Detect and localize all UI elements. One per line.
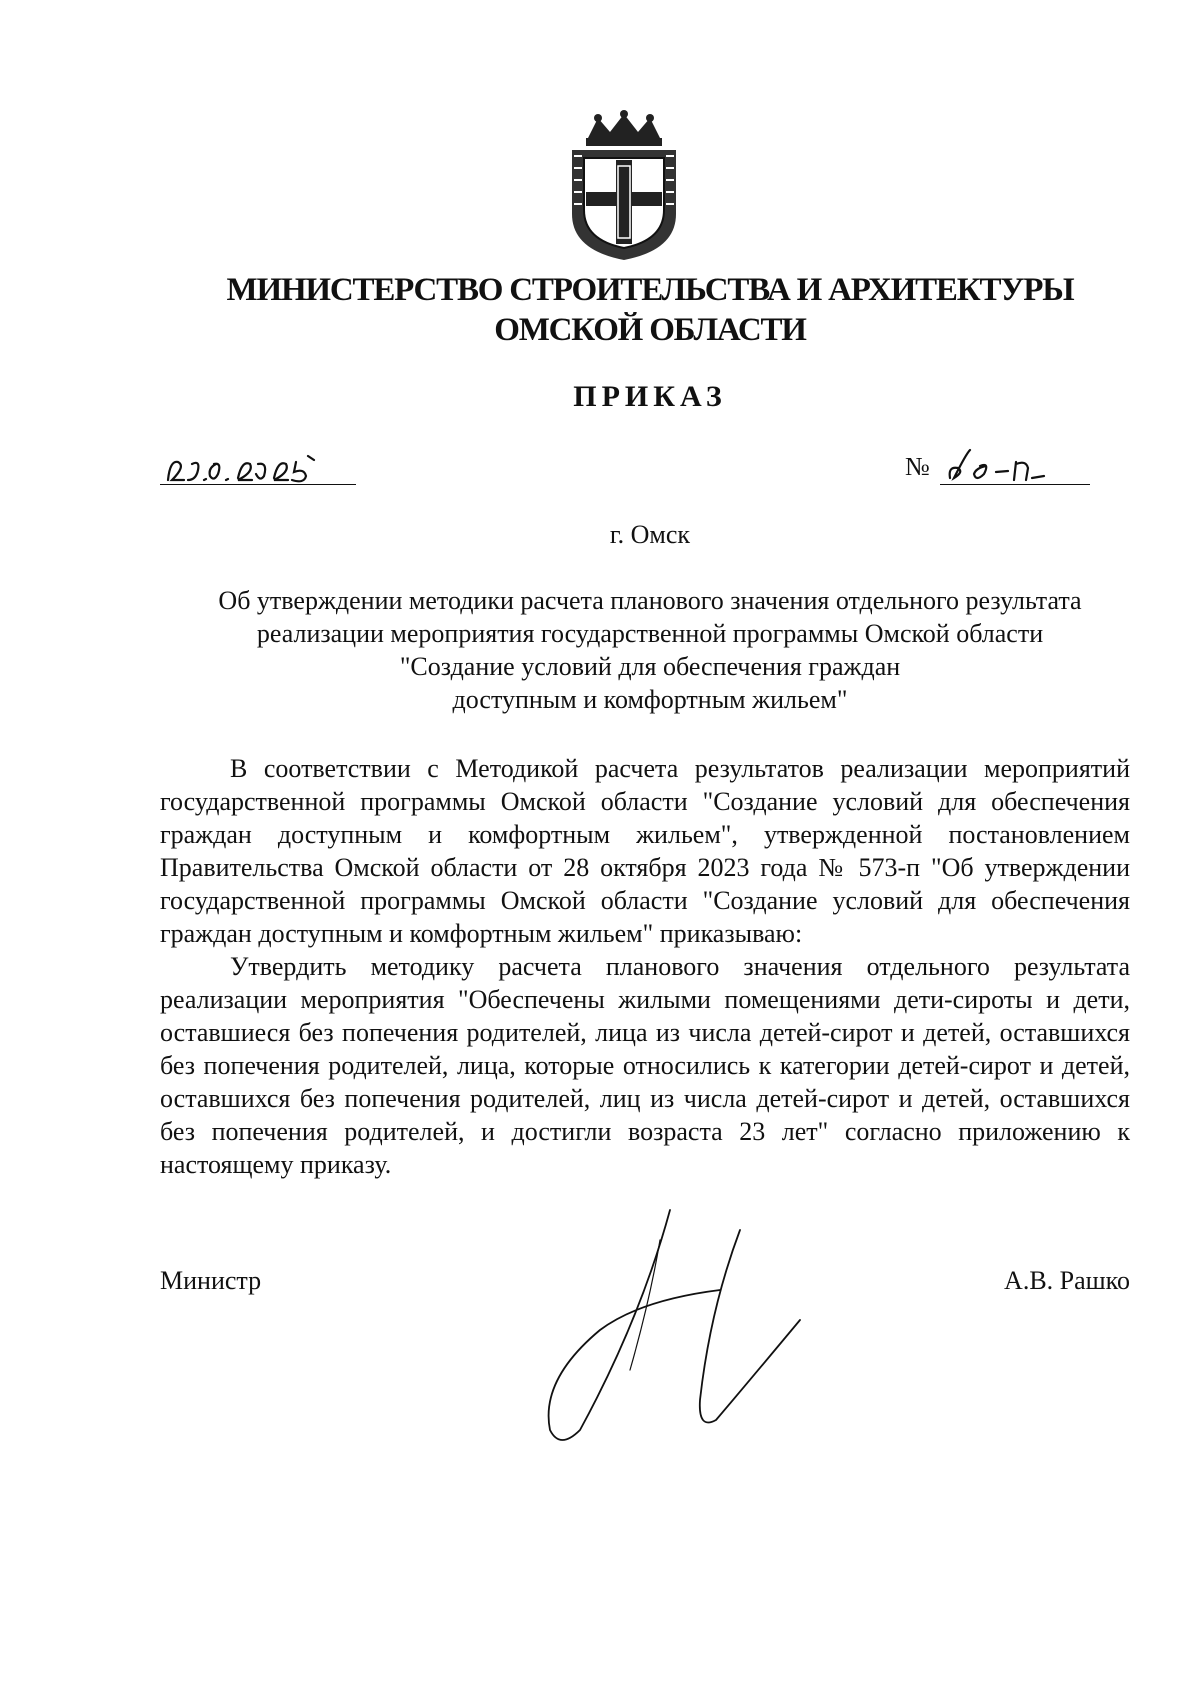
date-underline [160,484,356,485]
handwritten-number [940,444,1090,488]
signer-name: А.В. Рашко [1004,1266,1130,1295]
number-label: № [905,452,930,481]
city: г. Омск [609,520,691,549]
handwritten-signature-icon [520,1200,820,1460]
coat-of-arms-icon [558,110,690,262]
subject-line-1: Об утверждении методики расчета планового значения отдельного результата [218,586,1082,615]
ministry-name [150,270,1150,350]
body-paragraph-1: В соответствии с Методикой расчета результатов реализации мероприятий государственной программы Омской области "Создание условий для обеспечения граждан доступным и комфортным жильем", утвержденной постановлением Правительства Омской области от 28 октября 2023 года № 573-п "Об утверждении государственной программы Омской области "Создание условий для обеспечения граждан доступным и комфортным жильем" приказываю: [160,754,1130,948]
ministry-line-1: МИНИСТЕРСТВО СТРОИТЕЛЬСТВА И АРХИТЕКТУРЫ [226,272,1074,308]
subject-line-2: реализации мероприятия государственной программы Омской области [256,619,1044,648]
document-subject [150,584,1150,716]
subject-line-4: доступным и комфортным жильем" [452,685,848,714]
number-underline [940,484,1090,485]
document-body [160,752,1130,1181]
ministry-line-2: ОМСКОЙ ОБЛАСТИ [494,312,806,348]
document-type-title: ПРИКАЗ [573,380,727,413]
body-paragraph-2: Утвердить методику расчета планового значения отдельного результата реализации мероприятия "Обеспечены жилыми помещениями дети-сироты и дети, оставшиеся без попечения родителей, лица из числа детей-сирот и детей, оставшихся без попечения родителей, лица, которые относились к категории детей-сирот и детей, оставшихся без попечения родителей, лиц из числа детей-сирот и детей, оставшихся без попечения родителей, и достигли возраста 23 лет" согласно приложению к настоящему приказу. [160,952,1130,1179]
subject-line-3: "Создание условий для обеспечения граждан [399,652,901,681]
signer-title: Министр [160,1266,262,1295]
